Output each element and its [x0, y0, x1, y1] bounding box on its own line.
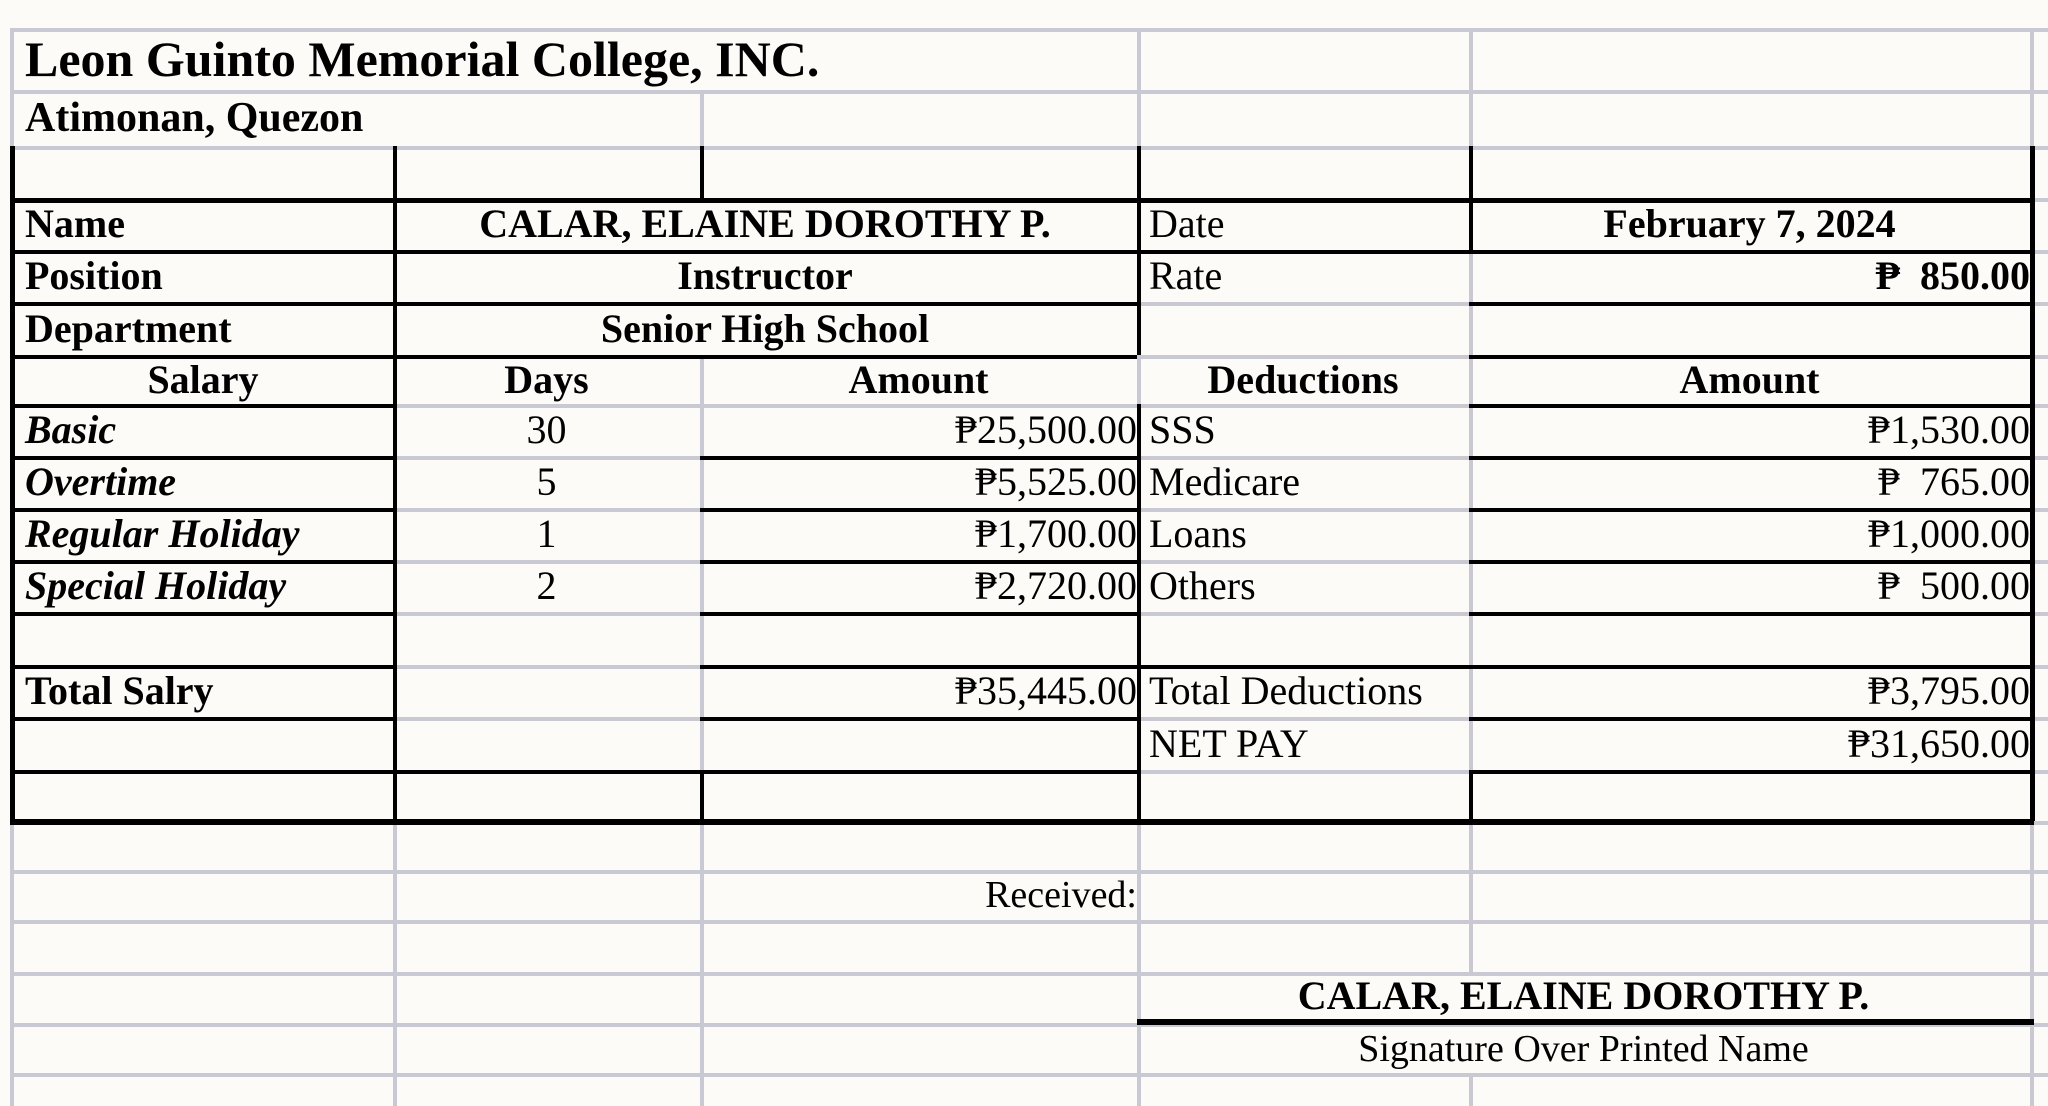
salary-column-header: Salary [147, 356, 259, 402]
net-pay-amount: ₱31,650.00 [1847, 720, 2030, 766]
border-line [1469, 770, 1473, 821]
gridline [2030, 821, 2034, 1106]
date-value: February 7, 2024 [1603, 201, 1896, 246]
gridline [1469, 1073, 1473, 1106]
deduction-row-label: Loans [1149, 511, 1247, 556]
net-pay-label: NET PAY [1149, 720, 1309, 766]
gridline [10, 920, 2048, 924]
total-salary-amount: ₱35,445.00 [954, 668, 1137, 713]
signatory-name: CALAR, ELAINE DOROTHY P. [1297, 972, 1870, 1018]
border-line [1469, 770, 2034, 774]
name-label: Name [25, 201, 125, 246]
salary-row-amount: ₱5,525.00 [974, 459, 1137, 504]
salary-row-days: 5 [536, 459, 557, 504]
deductions-amount-column-header: Amount [1679, 356, 1820, 402]
department-value: Senior High School [600, 305, 930, 351]
department-label: Department [25, 305, 232, 351]
deduction-row-amount: ₱ 500.00 [1877, 563, 2030, 608]
gridline [1469, 821, 1473, 972]
school-address: Atimonan, Quezon [25, 95, 364, 141]
signature-caption: Signature Over Printed Name [1358, 1028, 1809, 1070]
gridline [10, 1073, 2048, 1077]
salary-row-label: Regular Holiday [25, 511, 300, 556]
deductions-column-header: Deductions [1207, 356, 1399, 402]
deduction-row-amount: ₱1,530.00 [1867, 407, 2030, 452]
salary-row-amount: ₱1,700.00 [974, 511, 1137, 556]
received-label: Received: [985, 874, 1137, 916]
name-value: CALAR, ELAINE DOROTHY P. [479, 201, 1051, 246]
border-line [700, 612, 1137, 616]
deduction-row-label: Medicare [1149, 459, 1301, 504]
gridline [393, 821, 397, 1106]
total-deductions-label: Total Deductions [1149, 668, 1423, 713]
salary-row-label: Overtime [25, 459, 177, 504]
salary-row-label: Special Holiday [25, 563, 287, 608]
deduction-row-amount: ₱1,000.00 [1867, 511, 2030, 556]
rate-label: Rate [1149, 253, 1223, 298]
border-line [700, 770, 704, 821]
gridline [10, 146, 2048, 150]
salary-row-label: Basic [25, 407, 117, 452]
border-line [700, 146, 704, 198]
border-line [1469, 302, 2034, 306]
border-line [10, 770, 1137, 774]
border-line [1469, 612, 2034, 616]
gridline [2030, 28, 2034, 146]
gridline [700, 821, 704, 1106]
position-label: Position [25, 253, 163, 298]
position-value: Instructor [677, 253, 853, 298]
total-salary-label: Total Salry [25, 668, 214, 713]
deduction-row-label: SSS [1149, 407, 1216, 452]
salary-row-amount: ₱25,500.00 [954, 407, 1137, 452]
salary-row-days: 1 [536, 511, 557, 556]
deduction-row-label: Others [1149, 563, 1256, 608]
deduction-row-amount: ₱ 765.00 [1877, 459, 2030, 504]
school-name: Leon Guinto Memorial College, INC. [25, 31, 820, 87]
rate-value: ₱ 850.00 [1875, 253, 2030, 298]
salary-row-days: 30 [526, 407, 567, 452]
border-line [700, 717, 1137, 721]
total-deductions-amount: ₱3,795.00 [1867, 668, 2030, 713]
border-line [10, 819, 2034, 825]
salary-amount-column-header: Amount [848, 356, 989, 402]
border-line [10, 612, 393, 616]
salary-row-days: 2 [536, 563, 557, 608]
salary-row-amount: ₱2,720.00 [974, 563, 1137, 608]
border-line [10, 717, 393, 721]
date-label: Date [1149, 201, 1225, 246]
days-column-header: Days [504, 356, 589, 402]
